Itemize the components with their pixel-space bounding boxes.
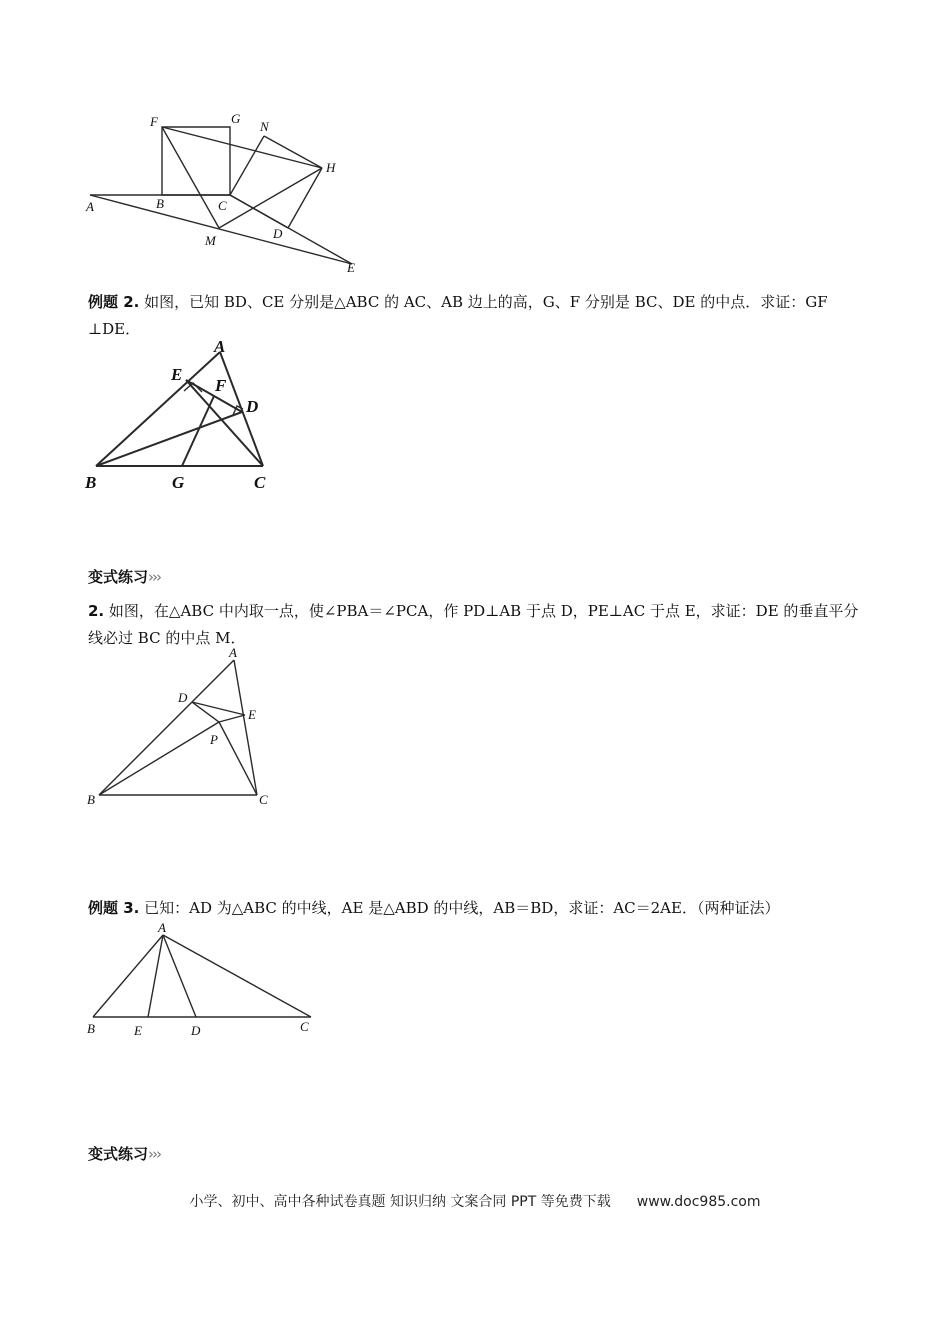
example-2-body: 如图，已知 BD、CE 分别是△ABC 的 AC、AB 边上的高，G、F 分别是 BC、DE 的中点．求证：GF ⊥DE． bbox=[88, 293, 828, 338]
label-E: E bbox=[347, 260, 355, 275]
label-D: D bbox=[178, 690, 188, 705]
label-P: P bbox=[210, 732, 218, 747]
label-E: E bbox=[134, 1023, 142, 1038]
label-E: E bbox=[248, 707, 256, 722]
label-F: F bbox=[215, 376, 227, 395]
variant-practice-title: 变式练习 bbox=[88, 568, 149, 586]
label-D: D bbox=[273, 226, 283, 241]
label-A: A bbox=[214, 337, 226, 356]
label-M: M bbox=[205, 233, 216, 248]
footer-site-link[interactable]: www.doc985.com bbox=[636, 1194, 761, 1210]
variant-practice-title-2: 变式练习 bbox=[88, 1145, 149, 1163]
label-A: A bbox=[158, 920, 166, 935]
label-C: C bbox=[300, 1019, 309, 1034]
example-3-body: 已知：AD 为△ABC 的中线，AE 是△ABD 的中线，AB＝BD，求证：AC＝2AE．（两种证法） bbox=[144, 899, 780, 917]
variant-practice-heading-2 bbox=[88, 1143, 160, 1164]
label-B: B bbox=[85, 473, 97, 492]
label-G: G bbox=[172, 473, 185, 492]
label-D: D bbox=[246, 397, 259, 416]
label-A: A bbox=[86, 199, 94, 214]
chevron-right-icon: ››› bbox=[148, 1145, 161, 1163]
label-A: A bbox=[229, 645, 237, 660]
exercise-2-label: 2. bbox=[88, 602, 105, 620]
label-N: N bbox=[260, 119, 269, 134]
chevron-right-icon: ››› bbox=[148, 568, 161, 586]
example-3-label: 例题 3. bbox=[88, 899, 140, 917]
label-C: C bbox=[254, 473, 266, 492]
label-B: B bbox=[156, 196, 164, 211]
label-C: C bbox=[259, 792, 268, 807]
label-F: F bbox=[150, 114, 158, 129]
label-D: D bbox=[191, 1023, 201, 1038]
page-footer bbox=[0, 1191, 950, 1211]
label-C: C bbox=[218, 198, 227, 213]
label-B: B bbox=[87, 1021, 95, 1036]
label-E: E bbox=[171, 365, 183, 384]
example-2-label: 例题 2. bbox=[88, 293, 140, 311]
label-G: G bbox=[231, 111, 241, 126]
footer-text: 小学、初中、高中各种试卷真题 知识归纳 文案合同 PPT 等免费下载 bbox=[189, 1194, 611, 1210]
label-B: B bbox=[87, 792, 95, 807]
label-H: H bbox=[326, 160, 336, 175]
exercise-2-body: 如图，在△ABC 中内取一点，使∠PBA＝∠PCA，作 PD⊥AB 于点 D，PE⊥AC 于点 E，求证：DE 的垂直平分线必过 BC 的中点 M． bbox=[88, 602, 859, 647]
